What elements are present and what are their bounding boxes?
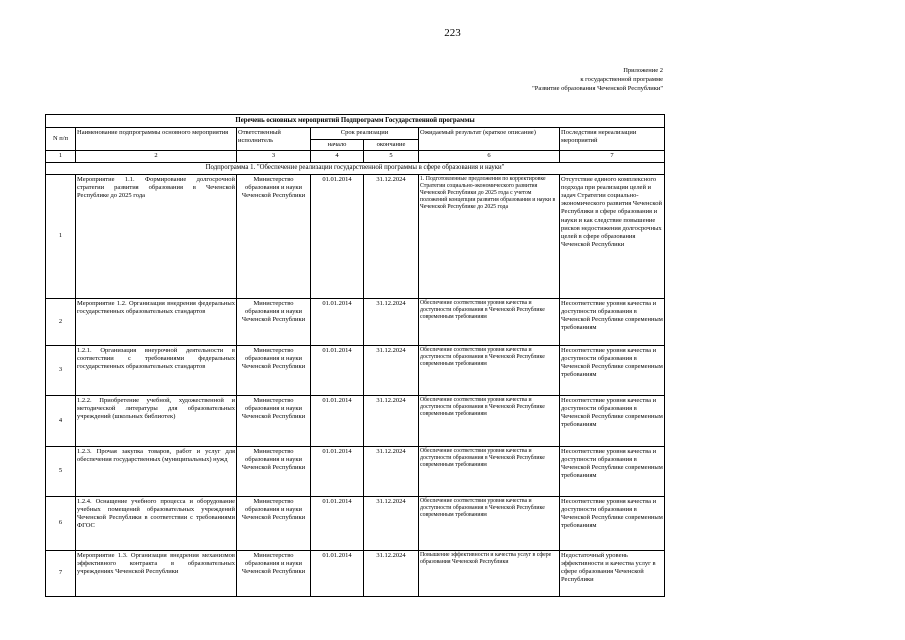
row-result: Обеспечение соответствия уровня качества и доступности образования в Чеченской Республике современным требованиям bbox=[419, 446, 560, 496]
row-executor: Министерство образования и науки Чеченской Республики bbox=[237, 496, 311, 550]
row-consequences: Недостаточный уровень эффективности и качества услуг в сфере образования Чеченской Республики bbox=[560, 550, 665, 596]
row-end: 31.12.2024 bbox=[364, 395, 419, 446]
table-row bbox=[46, 345, 665, 395]
column-number: 2 bbox=[76, 151, 237, 162]
row-start: 01.01.2014 bbox=[311, 395, 364, 446]
table-row bbox=[46, 395, 665, 446]
table-row bbox=[46, 550, 665, 596]
row-end: 31.12.2024 bbox=[364, 446, 419, 496]
row-name: 1.2.2. Приобретение учебной, художественной и методической литературы для образовательных учреждений (школьных библиотек) bbox=[76, 395, 237, 446]
row-name: 1.2.4. Оснащение учебного процесса и оборудование учебных помещений образовательных учреждений Чеченской Республики в соответствии с требованиями ФГОС bbox=[76, 496, 237, 550]
header-consequences: Последствия нереализации мероприятий bbox=[560, 128, 665, 151]
row-result: Обеспечение соответствия уровня качества и доступности образования в Чеченской Республике современным требованиям bbox=[419, 395, 560, 446]
row-executor: Министерство образования и науки Чеченской Республики bbox=[237, 550, 311, 596]
row-end: 31.12.2024 bbox=[364, 345, 419, 395]
header-period: Срок реализации bbox=[311, 128, 419, 140]
row-result: 1. Подготовленные предложения по корректировке Стратегии социально-экономического развития Чеченской Республики до 2025 года с учетом положений концепции развития образования и науки в Чеченской Республике до 2025 года bbox=[419, 174, 560, 298]
measures-table bbox=[45, 114, 665, 597]
row-consequences: Отсутствие единого комплексного подхода при реализации целей и задач Стратегии социально-экономического развития Чеченской Республики в сфере образования и науки и как следствие повышение рисков недостижения долгосрочных целей в сфере образования Чеченской Республики bbox=[560, 174, 665, 298]
header-start: начало bbox=[311, 140, 364, 151]
row-start: 01.01.2014 bbox=[311, 298, 364, 345]
row-consequences: Несоответствие уровня качества и доступности образования в Чеченской Республике современным требованиям bbox=[560, 496, 665, 550]
row-start: 01.01.2014 bbox=[311, 446, 364, 496]
row-number: 4 bbox=[46, 395, 76, 446]
row-number: 7 bbox=[46, 550, 76, 596]
table-row bbox=[46, 298, 665, 345]
row-end: 31.12.2024 bbox=[364, 298, 419, 345]
row-number: 6 bbox=[46, 496, 76, 550]
column-number: 1 bbox=[46, 151, 76, 162]
column-number: 4 bbox=[311, 151, 364, 162]
row-name: Мероприятие 1.3. Организация внедрения механизмов эффективного контракта в образовательных учреждениях Чеченской Республики bbox=[76, 550, 237, 596]
table-row bbox=[46, 174, 665, 298]
row-end: 31.12.2024 bbox=[364, 496, 419, 550]
row-executor: Министерство образования и науки Чеченской Республики bbox=[237, 395, 311, 446]
row-result: Обеспечение соответствия уровня качества и доступности образования в Чеченской Республике современным требованиям bbox=[419, 298, 560, 345]
table-row bbox=[46, 446, 665, 496]
row-consequences: Несоответствие уровня качества и доступности образования в Чеченской Республике современным требованиям bbox=[560, 345, 665, 395]
row-number: 1 bbox=[46, 174, 76, 298]
appendix-note bbox=[532, 66, 663, 93]
column-number: 7 bbox=[560, 151, 665, 162]
appendix-line-2: к государственной программе bbox=[580, 76, 663, 83]
row-consequences: Несоответствие уровня качества и доступности образования в Чеченской Республике современным требованиям bbox=[560, 446, 665, 496]
row-consequences: Несоответствие уровня качества и доступности образования в Чеченской Республике современным требованиям bbox=[560, 395, 665, 446]
header-end: окончание bbox=[364, 140, 419, 151]
column-number: 6 bbox=[419, 151, 560, 162]
row-executor: Министерство образования и науки Чеченской Республики bbox=[237, 298, 311, 345]
appendix-line-1: Приложение 2 bbox=[623, 67, 663, 74]
header-name: Наименование подпрограммы основного мероприятия bbox=[76, 128, 237, 151]
row-name: 1.2.3. Прочая закупка товаров, работ и услуг для обеспечения государственных (муниципальных) нужд bbox=[76, 446, 237, 496]
column-number: 5 bbox=[364, 151, 419, 162]
row-start: 01.01.2014 bbox=[311, 345, 364, 395]
row-executor: Министерство образования и науки Чеченской Республики bbox=[237, 174, 311, 298]
row-result: Обеспечение соответствия уровня качества и доступности образования в Чеченской Республике современным требованиям bbox=[419, 496, 560, 550]
row-name: 1.2.1. Организация внеурочной деятельности в соответствии с требованиями федеральных государственных образовательных стандартов bbox=[76, 345, 237, 395]
row-number: 5 bbox=[46, 446, 76, 496]
row-start: 01.01.2014 bbox=[311, 550, 364, 596]
column-number: 3 bbox=[237, 151, 311, 162]
row-result: Обеспечение соответствия уровня качества и доступности образования в Чеченской Республике современным требованиям bbox=[419, 345, 560, 395]
row-name: Мероприятие 1.2. Организация внедрения федеральных государственных образовательных стандартов bbox=[76, 298, 237, 345]
row-end: 31.12.2024 bbox=[364, 174, 419, 298]
row-name: Мероприятие 1.1. Формирование долгосрочной стратегии развития образования в Чеченской Республике до 2025 года bbox=[76, 174, 237, 298]
row-end: 31.12.2024 bbox=[364, 550, 419, 596]
subprogram-title: Подпрограмма 1. "Обеспечение реализации государственной программы в сфере образования и науки" bbox=[46, 162, 665, 174]
row-start: 01.01.2014 bbox=[311, 174, 364, 298]
table-caption: Перечень основных мероприятий Подпрограмм Государственной программы bbox=[46, 115, 665, 128]
header-result: Ожидаемый результат (краткое описание) bbox=[419, 128, 560, 151]
row-executor: Министерство образования и науки Чеченской Республики bbox=[237, 345, 311, 395]
page-number: 223 bbox=[444, 27, 461, 39]
row-number: 2 bbox=[46, 298, 76, 345]
row-result: Повышение эффективности и качества услуг в сфере образования Чеченской Республики bbox=[419, 550, 560, 596]
table-row bbox=[46, 496, 665, 550]
row-number: 3 bbox=[46, 345, 76, 395]
row-executor: Министерство образования и науки Чеченской Республики bbox=[237, 446, 311, 496]
header-num: N п/п bbox=[46, 128, 76, 151]
row-start: 01.01.2014 bbox=[311, 496, 364, 550]
header-executor: Ответственный исполнитель bbox=[237, 128, 311, 151]
row-consequences: Несоответствие уровня качества и доступности образования в Чеченской Республике современным требованиям bbox=[560, 298, 665, 345]
appendix-line-3: "Развитие образования Чеченской Республики" bbox=[532, 85, 663, 92]
